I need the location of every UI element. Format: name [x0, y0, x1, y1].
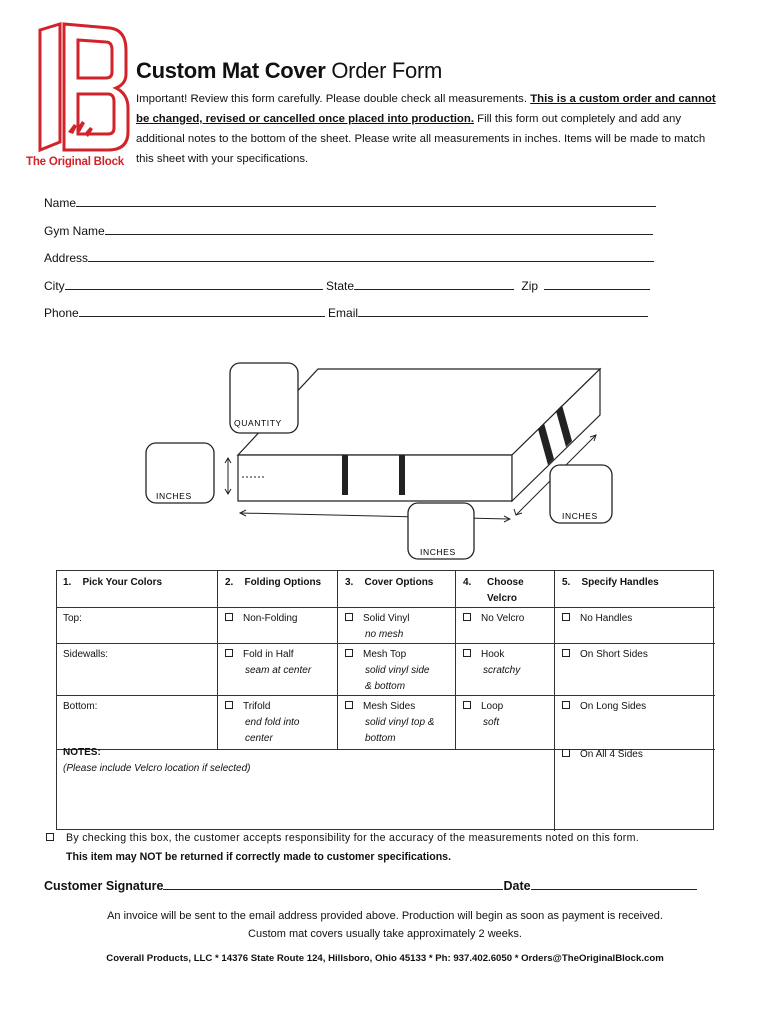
header-velcro-label: Choose Velcro: [487, 577, 524, 604]
options-table: [56, 570, 714, 830]
name-label: Name: [44, 196, 77, 210]
inches-left-label: INCHES: [156, 491, 192, 501]
acceptance-checkbox-row[interactable]: [46, 829, 736, 867]
velcro-option-hook[interactable]: [463, 647, 553, 679]
checkbox[interactable]: [562, 749, 570, 757]
cover-option-mesh-top[interactable]: [345, 647, 453, 695]
handles-option-long[interactable]: [562, 699, 646, 715]
header-num: 5.: [562, 577, 571, 588]
option-sub: end fold into center: [245, 717, 300, 744]
checkbox[interactable]: [225, 701, 233, 709]
acceptance-warning: This item may NOT be returned if correctly made to customer specifications.: [66, 851, 452, 863]
option-label: Non-Folding: [243, 613, 298, 624]
header-cover: [345, 575, 433, 591]
gym-name-field[interactable]: [44, 224, 653, 238]
handles-option-none[interactable]: [562, 611, 632, 627]
velcro-option-loop[interactable]: [463, 699, 553, 731]
company-footer: Coverall Products, LLC * 14376 State Route 124, Hillsboro, Ohio 45133 * Ph: 937.402.6050 * Orders@TheOriginalBlock.com: [106, 953, 664, 964]
col-divider: [337, 571, 338, 749]
checkbox[interactable]: [463, 701, 471, 709]
header-handles: [562, 575, 659, 591]
state-line[interactable]: [354, 280, 514, 290]
invoice-notice: [0, 907, 770, 943]
address-field[interactable]: [44, 251, 654, 265]
city-line[interactable]: [65, 280, 323, 290]
zip-label: Zip: [521, 279, 539, 293]
option-label: Solid Vinyl: [363, 613, 410, 624]
option-sub: solid vinyl top & bottom: [365, 717, 435, 744]
option-label: Mesh Sides: [363, 701, 416, 712]
inches-right-label: INCHES: [562, 511, 598, 521]
velcro-option-none[interactable]: [463, 611, 553, 627]
notes-hint: (Please include Velcro location if selected): [63, 763, 251, 774]
signature-line[interactable]: [163, 880, 503, 890]
header-colors: [63, 575, 162, 591]
col-divider: [554, 571, 555, 831]
phone-label: Phone: [44, 306, 79, 320]
phone-email-field[interactable]: [44, 306, 648, 320]
title-rest: Order Form: [325, 58, 443, 83]
checkbox[interactable]: [463, 649, 471, 657]
page-title: [136, 58, 442, 84]
handles-option-all[interactable]: [562, 747, 643, 763]
intro-paragraph: [136, 89, 721, 169]
checkbox[interactable]: [463, 613, 471, 621]
inches-bottom-label: INCHES: [420, 547, 456, 557]
row-divider: [57, 695, 715, 696]
date-line[interactable]: [531, 880, 697, 890]
city-label: City: [44, 279, 65, 293]
option-sub: seam at center: [245, 665, 312, 676]
email-label: Email: [328, 306, 359, 320]
checkbox[interactable]: [562, 649, 570, 657]
folding-option-trifold[interactable]: [225, 699, 335, 747]
option-label: On Long Sides: [580, 701, 647, 712]
folding-option-nonfolding[interactable]: [225, 611, 335, 627]
header-folding: [225, 575, 321, 591]
option-label: Hook: [481, 649, 505, 660]
notes-area[interactable]: [63, 779, 549, 827]
checkbox[interactable]: [225, 613, 233, 621]
checkbox[interactable]: [562, 701, 570, 709]
address-line[interactable]: [88, 252, 654, 262]
header-label: Cover Options: [364, 577, 434, 588]
email-line[interactable]: [358, 307, 648, 317]
col-divider: [217, 571, 218, 749]
mat-diagram: [140, 355, 620, 565]
intro-emphasis: This is a custom order and cannot be changed, revised or cancelled once placed into production.: [136, 93, 716, 125]
row-divider: [57, 607, 715, 608]
checkbox[interactable]: [345, 613, 353, 621]
header-num: 4.: [463, 577, 472, 588]
state-label: State: [326, 279, 355, 293]
date-label: Date: [503, 879, 531, 893]
cover-option-mesh-sides[interactable]: [345, 699, 453, 747]
signature-label: Customer Signature: [44, 879, 164, 893]
notes-label: NOTES:: [63, 747, 101, 758]
option-label: On All 4 Sides: [580, 749, 643, 760]
title-bold: Custom Mat Cover: [136, 58, 326, 83]
col-divider: [455, 571, 456, 749]
folding-option-half[interactable]: [225, 647, 335, 679]
checkbox[interactable]: [562, 613, 570, 621]
gym-name-line[interactable]: [105, 225, 653, 235]
row-divider: [57, 643, 715, 644]
signature-row[interactable]: [44, 879, 697, 893]
header-label: Specify Handles: [581, 577, 659, 588]
option-label: No Handles: [580, 613, 633, 624]
acceptance-text: By checking this box, the customer accepts responsibility for the accuracy of the measurements noted on this form.: [66, 832, 639, 844]
option-label: Mesh Top: [363, 649, 407, 660]
checkbox[interactable]: [345, 649, 353, 657]
header-num: 2.: [225, 577, 234, 588]
option-label: No Velcro: [481, 613, 525, 624]
option-label: Trifold: [243, 701, 271, 712]
header-label: Folding Options: [244, 577, 322, 588]
name-field[interactable]: [44, 196, 656, 210]
phone-line[interactable]: [79, 307, 325, 317]
option-sub: solid vinyl side & bottom: [365, 665, 430, 692]
brand-name: The Original Block: [26, 156, 125, 168]
original-block-logo: [28, 22, 130, 174]
invoice-line-1: An invoice will be sent to the email address provided above. Production will begin as soon as payment is received.: [107, 910, 663, 922]
option-label: On Short Sides: [580, 649, 648, 660]
row-top-label: Top:: [63, 613, 82, 624]
checkbox[interactable]: [345, 701, 353, 709]
option-sub: scratchy: [483, 665, 521, 676]
name-line[interactable]: [76, 197, 656, 207]
invoice-line-2: Custom mat covers usually take approximately 2 weeks.: [248, 928, 522, 940]
checkbox[interactable]: [225, 649, 233, 657]
acceptance-checkbox[interactable]: [46, 833, 54, 841]
option-label: Fold in Half: [243, 649, 294, 660]
header-num: 3.: [345, 577, 354, 588]
option-sub: no mesh: [365, 629, 404, 640]
option-label: Loop: [481, 701, 504, 712]
cover-option-solid[interactable]: [345, 611, 453, 643]
header-label: Pick Your Colors: [82, 577, 163, 588]
header-velcro: [463, 575, 482, 591]
option-sub: soft: [483, 717, 500, 728]
row-sidewalls-label: Sidewalls:: [63, 649, 109, 660]
address-label: Address: [44, 251, 89, 265]
quantity-label: QUANTITY: [234, 418, 282, 428]
intro-part1: Important! Review this form carefully. Please double check all measurements.: [136, 93, 531, 105]
row-bottom-label: Bottom:: [63, 701, 98, 712]
zip-line[interactable]: [544, 280, 650, 290]
city-state-zip-field[interactable]: [44, 279, 650, 293]
intro-part2: Fill this form out completely and add any additional notes to the bottom of the sheet. Please write all measurements in inches. Items will be made to match this sheet with your specifications.: [136, 113, 706, 165]
gym-name-label: Gym Name: [44, 224, 105, 238]
header-num: 1.: [63, 577, 72, 588]
handles-option-short[interactable]: [562, 647, 648, 663]
